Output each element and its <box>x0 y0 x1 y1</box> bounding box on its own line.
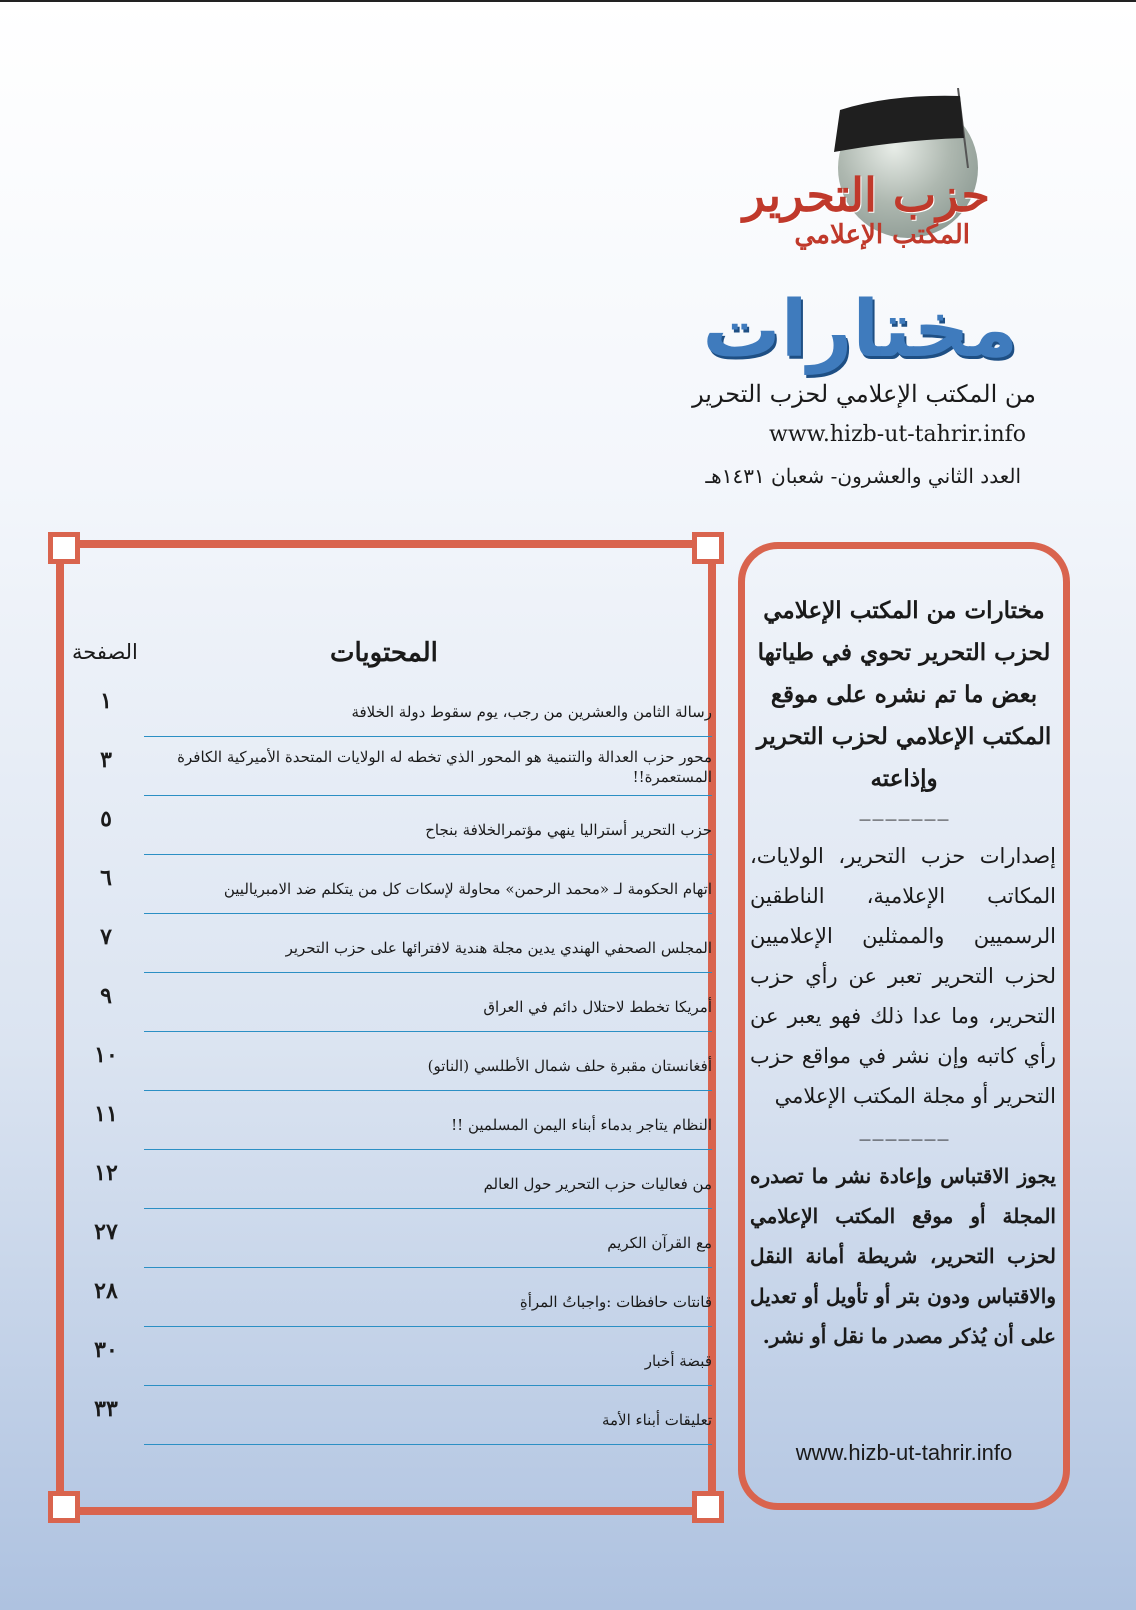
header-website-link[interactable]: www.hizb-ut-tahrir.info <box>769 422 1026 447</box>
frame-corner <box>48 532 80 564</box>
info-intro: مختارات من المكتب الإعلامي لحزب التحرير تحوي في طياتها بعض ما تم نشره على موقع المكتب الإعلامي لحزب التحرير وإذاعته <box>756 597 1052 792</box>
toc-page-number: ٣٣ <box>94 1396 118 1422</box>
frame-corner <box>692 532 724 564</box>
toc-page-number: ١٢ <box>94 1160 118 1186</box>
toc-title: أفغانستان مقبرة حلف شمال الأطلسي (الناتو) <box>427 1057 712 1075</box>
toc-title: المجلس الصحفي الهندي يدين مجلة هندية لافترائها على حزب التحرير <box>285 939 712 957</box>
page-column-heading: الصفحة <box>72 640 138 664</box>
publication-subtitle: من المكتب الإعلامي لحزب التحرير <box>692 380 1036 408</box>
toc-title: قانتات حافظات :واجباتُ المرأةِ <box>519 1293 712 1311</box>
toc-page-number: ٣ <box>100 747 112 773</box>
toc-title: محور حزب العدالة والتنمية هو المحور الذي تخطه له الولايات المتحدة الأميركية الكافرة المستعمرة!! <box>177 748 712 786</box>
toc-page-number: ١ <box>100 688 112 714</box>
toc-page-number: ٢٧ <box>94 1219 118 1245</box>
info-separator: _______ <box>859 1116 951 1141</box>
toc-page-number: ٦ <box>100 865 112 891</box>
toc-row[interactable] <box>72 973 712 1032</box>
toc-title: مع القرآن الكريم <box>607 1234 712 1252</box>
toc-title: النظام يتاجر بدماء أبناء اليمن المسلمين !! <box>451 1116 712 1134</box>
toc-title: من فعاليات حزب التحرير حول العالم <box>483 1175 712 1193</box>
toc-page-number: ٢٨ <box>94 1278 118 1304</box>
toc-row[interactable] <box>72 1150 712 1209</box>
toc-page-number: ٧ <box>100 924 112 950</box>
toc-row[interactable] <box>72 1268 712 1327</box>
toc-title: حزب التحرير أستراليا ينهي مؤتمرالخلافة بنجاح <box>425 821 712 839</box>
top-border-line <box>0 0 1136 2</box>
contents-heading: المحتويات <box>330 638 438 668</box>
toc-title: تعليقات أبناء الأمة <box>601 1411 712 1429</box>
frame-corner <box>692 1491 724 1523</box>
toc-page-number: ١٠ <box>94 1042 118 1068</box>
toc-row[interactable] <box>72 855 712 914</box>
issue-number: العدد الثاني والعشرون- شعبان ١٤٣١هـ <box>705 464 1021 488</box>
toc-title: اتهام الحكومة لـ «محمد الرحمن» محاولة لإسكات كل من يتكلم ضد الامبرياليين <box>223 880 712 898</box>
toc-page-number: ٩ <box>100 983 112 1009</box>
info-permission: يجوز الاقتباس وإعادة نشر ما تصدره المجلة أو موقع المكتب الإعلامي لحزب التحرير، شريطة أمانة النقل والاقتباس ودون بتر أو تأويل أو تعديل على أن يُذكر مصدر ما نقل أو نشر. <box>750 1164 1056 1348</box>
toc-row[interactable] <box>72 914 712 973</box>
toc-row[interactable] <box>72 1209 712 1268</box>
info-website-link[interactable]: www.hizb-ut-tahrir.info <box>795 1440 1013 1465</box>
toc-page-number: ٥ <box>100 806 112 832</box>
toc-row[interactable] <box>72 796 712 855</box>
toc-row[interactable] <box>72 1327 712 1386</box>
toc-row[interactable] <box>72 678 712 737</box>
toc-row[interactable] <box>72 1091 712 1150</box>
publication-title: مختارات <box>702 285 1018 375</box>
toc-page-number: ٣٠ <box>94 1337 118 1363</box>
toc-row[interactable] <box>72 1386 712 1445</box>
toc-title: أمريكا تخطط لاحتلال دائم في العراق <box>483 998 712 1016</box>
info-separator: _______ <box>859 796 951 821</box>
toc-divider <box>144 1444 712 1445</box>
toc-page-number: ١١ <box>94 1101 118 1127</box>
toc-title: قبضة أخبار <box>644 1352 712 1370</box>
frame-corner <box>48 1491 80 1523</box>
logo-party-name: حزب التحرير <box>742 168 990 222</box>
toc-row[interactable] <box>72 1032 712 1091</box>
hizb-ut-tahrir-logo <box>742 70 1000 270</box>
toc-title: رسالة الثامن والعشرين من رجب، يوم سقوط دولة الخلافة <box>351 703 712 721</box>
info-disclaimer: إصدارات حزب التحرير، الولايات، المكاتب الإعلامية، الناطقين الرسميين والممثلين الإعلاميين لحزب التحرير تعبر عن رأي حزب التحرير، وما عدا ذلك فهو يعبر عن رأي كاتبه وإن نشر في مواقع حزب التحرير أو مجلة المكتب الإعلامي <box>750 844 1056 1108</box>
logo-media-office: المكتب الإعلامي <box>794 220 970 250</box>
table-of-contents <box>72 678 712 1445</box>
flag-icon <box>820 88 970 168</box>
toc-row[interactable] <box>72 737 712 796</box>
